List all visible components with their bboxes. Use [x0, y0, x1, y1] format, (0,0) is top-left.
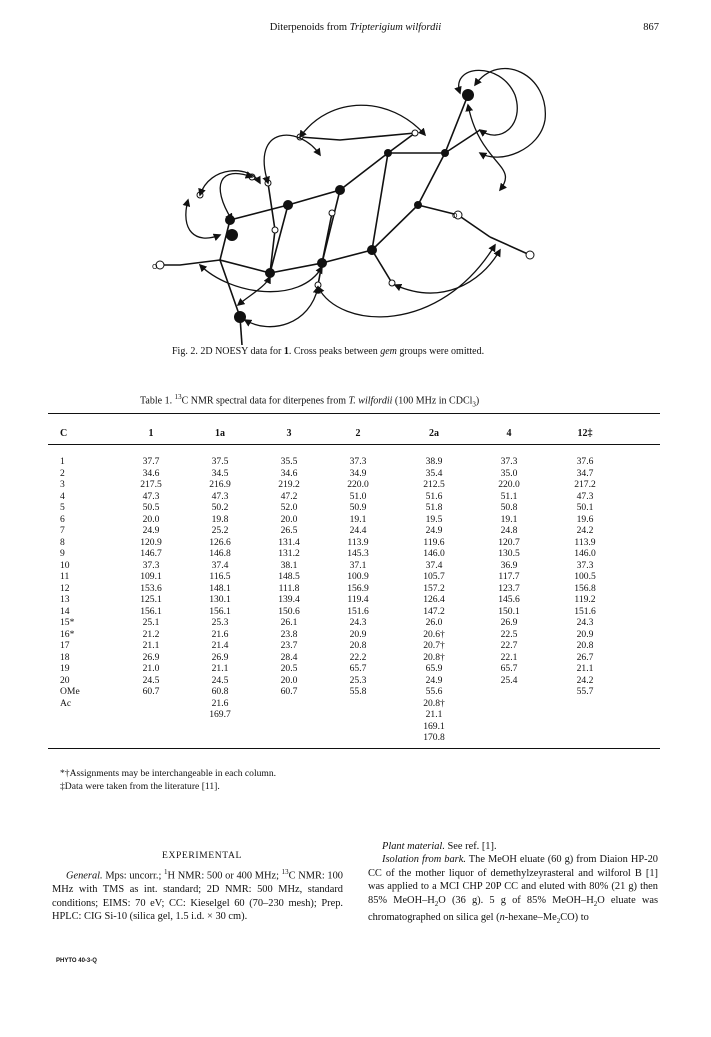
table-footnote: *†Assignments may be interchangeable in each column.	[60, 768, 277, 779]
row-label-cell: 18	[60, 651, 70, 663]
column-header: 3	[286, 428, 292, 439]
value-cell: 22.5	[500, 628, 518, 640]
value-cell: 219.2	[278, 479, 300, 490]
value-cell: 19.5	[425, 513, 443, 525]
value-cell: 21.1	[211, 663, 229, 674]
table-row	[0, 698, 711, 710]
table-row	[0, 514, 711, 526]
value-cell: 148.5	[278, 571, 300, 582]
row-label-cell: 19	[60, 663, 70, 674]
atom-markers	[156, 89, 534, 323]
table-row	[0, 456, 711, 468]
value-cell: 60.7	[142, 686, 160, 697]
paragraph-isolation: Isolation from bark. The MeOH eluate (60 g) from Diaion HP-20 CC of the mother liquor of demethylzeyrasteral and wilforol B [1] was applied to a MCI CHP 20P CC and eluted with 80% (21 g) then 85% MeOH–$H_2O$ (36 g). 5 g of 85% MeOH–$H_2O$ eluate was chromatographed on silica gel $(n-hexane-Me_2CO)$ to	[368, 854, 659, 926]
column-header: C	[60, 428, 68, 439]
value-cell: 148.1	[209, 582, 231, 594]
value-cell: 20.6†	[423, 628, 445, 640]
value-cell: 20.0	[142, 513, 160, 525]
row-label-cell: 10	[60, 559, 70, 571]
value-cell: 47.3	[576, 490, 594, 502]
value-cell: 38.9	[425, 456, 443, 467]
value-cell: 150.1	[498, 605, 520, 617]
row-label-cell: 4	[60, 490, 65, 502]
value-cell: 20.0	[280, 513, 298, 525]
value-cell: 217.5	[140, 479, 162, 490]
value-cell: 25.3	[349, 674, 367, 686]
value-cell: 37.3	[576, 559, 594, 571]
value-cell: 105.7	[423, 571, 445, 582]
value-cell: 21.1	[576, 663, 594, 674]
row-label-cell: 20	[60, 674, 70, 686]
value-cell: 119.2	[574, 594, 596, 605]
paragraph-plant-material: Plant material. See ref. [1].	[382, 841, 497, 852]
table-row	[0, 629, 711, 641]
value-cell: 20.8†	[423, 697, 445, 709]
table-row	[0, 571, 711, 583]
value-cell: 20.0	[280, 674, 298, 686]
svg-text:O: O	[452, 212, 458, 220]
value-cell: 52.0	[280, 502, 298, 513]
table-row	[0, 709, 711, 721]
value-cell: 50.9	[349, 502, 367, 513]
value-cell: 19.1	[349, 513, 367, 525]
table-bottom-rule	[48, 748, 660, 749]
value-cell: 19.8	[211, 513, 229, 525]
value-cell: 19.1	[500, 513, 518, 525]
row-label-cell: 9	[60, 548, 65, 559]
table-top-rule	[48, 413, 660, 414]
value-cell: 24.9	[425, 674, 443, 686]
value-cell: 21.0	[142, 663, 160, 674]
value-cell: 169.1	[423, 720, 445, 732]
value-cell: 156.9	[347, 582, 369, 594]
value-cell: 23.8	[280, 628, 298, 640]
value-cell: 50.1	[576, 502, 594, 513]
table-row	[0, 594, 711, 606]
value-cell: 146.0	[423, 548, 445, 559]
column-header: 2a	[429, 428, 439, 439]
value-cell: 126.4	[423, 594, 445, 605]
value-cell: 34.7	[576, 467, 594, 479]
value-cell: 156.8	[574, 582, 596, 594]
value-cell: 37.5	[211, 456, 229, 467]
value-cell: 123.7	[498, 582, 520, 594]
value-cell: 147.2	[423, 605, 445, 617]
caption-label: Fig. 2.	[172, 346, 198, 357]
table-row	[0, 502, 711, 514]
row-label-cell: 15*	[60, 617, 75, 628]
table-row	[0, 675, 711, 687]
value-cell: 113.9	[347, 536, 369, 548]
value-cell: 36.9	[500, 559, 518, 571]
table-caption: Table 1. $^{13}$C NMR spectral data for diterpenes from T. wilfordii (100 MHz in CDCl$_3$)	[140, 393, 480, 409]
value-cell: 220.0	[347, 479, 369, 490]
table-row	[0, 606, 711, 618]
value-cell: 60.7	[280, 686, 298, 697]
value-cell: 131.2	[278, 548, 300, 559]
row-label-cell: OMe	[60, 686, 80, 697]
value-cell: 34.6	[142, 467, 160, 479]
value-cell: 146.8	[209, 548, 231, 559]
value-cell: 37.3	[142, 559, 160, 571]
table-row	[0, 468, 711, 480]
table-row	[0, 491, 711, 503]
molecule-skeleton	[160, 95, 530, 345]
row-label-cell: 13	[60, 594, 70, 605]
column-header: 1	[148, 428, 154, 439]
value-cell: 20.9	[576, 628, 594, 640]
row-label-cell: 8	[60, 536, 65, 548]
value-cell: 113.9	[574, 536, 596, 548]
value-cell: 24.4	[349, 525, 367, 536]
row-label-cell: 16*	[60, 628, 75, 640]
value-cell: 109.1	[140, 571, 162, 582]
value-cell: 116.5	[209, 571, 231, 582]
value-cell: 120.7	[498, 536, 520, 548]
value-cell: 130.5	[498, 548, 520, 559]
value-cell: 20.7†	[423, 640, 445, 651]
value-cell: 34.5	[211, 467, 229, 479]
table-row	[0, 663, 711, 675]
table-row	[0, 617, 711, 629]
value-cell: 170.8	[423, 732, 445, 743]
noesy-figure	[140, 55, 560, 345]
value-cell: 19.6	[576, 513, 594, 525]
row-label-cell: 17	[60, 640, 70, 651]
value-cell: 26.9	[142, 651, 160, 663]
value-cell: 65.7	[500, 663, 518, 674]
value-cell: 51.0	[349, 490, 367, 502]
value-cell: 24.5	[211, 674, 229, 686]
value-cell: 146.0	[574, 548, 596, 559]
header-title-prefix: Diterpenoids from	[269, 22, 350, 33]
value-cell: 35.5	[280, 456, 298, 467]
value-cell: 100.9	[347, 571, 369, 582]
value-cell: 65.9	[425, 663, 443, 674]
value-cell: 21.1	[425, 709, 443, 720]
value-cell: 169.7	[209, 709, 231, 720]
value-cell: 119.6	[423, 536, 445, 548]
value-cell: 55.8	[349, 686, 367, 697]
value-cell: 24.9	[142, 525, 160, 536]
table-row	[0, 548, 711, 560]
value-cell: 22.2	[349, 651, 367, 663]
value-cell: 51.6	[425, 490, 443, 502]
value-cell: 20.8	[576, 640, 594, 651]
value-cell: 51.1	[500, 490, 518, 502]
running-header	[0, 22, 711, 33]
value-cell: 150.6	[278, 605, 300, 617]
value-cell: 22.1	[500, 651, 518, 663]
value-cell: 25.1	[142, 617, 160, 628]
section-heading: EXPERIMENTAL	[162, 850, 242, 861]
value-cell: 34.9	[349, 467, 367, 479]
value-cell: 26.0	[425, 617, 443, 628]
figure-caption: Fig. 2. 2D NOESY data for 1. Cross peaks between gem groups were omitted.	[172, 346, 485, 357]
value-cell: 20.5	[280, 663, 298, 674]
row-label-cell: 6	[60, 513, 65, 525]
value-cell: 50.2	[211, 502, 229, 513]
value-cell: 25.2	[211, 525, 229, 536]
table-header-rule	[48, 444, 660, 445]
table-row	[0, 583, 711, 595]
value-cell: 37.3	[349, 456, 367, 467]
value-cell: 26.1	[280, 617, 298, 628]
header-title-italic: Tripterigium wilfordii	[349, 22, 442, 33]
value-cell: 216.9	[209, 479, 231, 490]
value-cell: 21.6	[211, 697, 229, 709]
row-label-cell: Ac	[60, 697, 72, 709]
value-cell: 21.6	[211, 628, 229, 640]
value-cell: 153.6	[140, 582, 162, 594]
value-cell: 47.2	[280, 490, 298, 502]
row-label-cell: 14	[60, 605, 70, 617]
column-header: 1a	[215, 428, 225, 439]
value-cell: 100.5	[574, 571, 596, 582]
value-cell: 50.5	[142, 502, 160, 513]
row-label-cell: 5	[60, 502, 65, 513]
value-cell: 50.8	[500, 502, 518, 513]
table-row	[0, 525, 711, 537]
value-cell: 125.1	[140, 594, 162, 605]
value-cell: 24.5	[142, 674, 160, 686]
value-cell: 65.7	[349, 663, 367, 674]
value-cell: 117.7	[498, 571, 520, 582]
value-cell: 21.2	[142, 628, 160, 640]
value-cell: 156.1	[209, 605, 231, 617]
row-label-cell: 3	[60, 479, 65, 490]
value-cell: 37.6	[576, 456, 594, 467]
value-cell: 24.2	[576, 674, 594, 686]
value-cell: 24.9	[425, 525, 443, 536]
value-cell: 51.8	[425, 502, 443, 513]
value-cell: 23.7	[280, 640, 298, 651]
svg-text:O: O	[152, 263, 158, 271]
column-header: 4	[506, 428, 512, 439]
row-label-cell: 12	[60, 582, 70, 594]
table-row	[0, 732, 711, 744]
table-row	[0, 686, 711, 698]
value-cell: 156.1	[140, 605, 162, 617]
value-cell: 26.7	[576, 651, 594, 663]
table-row	[0, 537, 711, 549]
value-cell: 145.3	[347, 548, 369, 559]
value-cell: 26.9	[211, 651, 229, 663]
table-footnote: ‡Data were taken from the literature [11].	[60, 781, 220, 792]
row-label-cell: 11	[60, 571, 70, 582]
value-cell: 24.3	[349, 617, 367, 628]
column-header: 12‡	[577, 428, 593, 439]
value-cell: 120.9	[140, 536, 162, 548]
value-cell: 26.5	[280, 525, 298, 536]
value-cell: 38.1	[280, 559, 298, 571]
value-cell: 24.2	[576, 525, 594, 536]
table-row	[0, 479, 711, 491]
footer-code: PHYTO 40-3-Q	[56, 958, 97, 964]
value-cell: 157.2	[423, 582, 445, 594]
value-cell: 37.7	[142, 456, 160, 467]
row-label-cell: 7	[60, 525, 65, 536]
value-cell: 151.6	[347, 605, 369, 617]
value-cell: 55.7	[576, 686, 594, 697]
value-cell: 146.7	[140, 548, 162, 559]
value-cell: 131.4	[278, 536, 300, 548]
value-cell: 34.6	[280, 467, 298, 479]
value-cell: 24.3	[576, 617, 594, 628]
value-cell: 119.4	[347, 594, 369, 605]
value-cell: 37.4	[211, 559, 229, 571]
noesy-correlation-arrows	[186, 69, 546, 327]
value-cell: 130.1	[209, 594, 231, 605]
value-cell: 25.4	[500, 674, 518, 686]
value-cell: 37.3	[500, 456, 518, 467]
value-cell: 47.3	[211, 490, 229, 502]
value-cell: 220.0	[498, 479, 520, 490]
value-cell: 21.4	[211, 640, 229, 651]
value-cell: 22.7	[500, 640, 518, 651]
value-cell: 20.9	[349, 628, 367, 640]
value-cell: 35.4	[425, 467, 443, 479]
table-row	[0, 640, 711, 652]
value-cell: 55.6	[425, 686, 443, 697]
row-label-cell: 2	[60, 467, 65, 479]
value-cell: 25.3	[211, 617, 229, 628]
value-cell: 139.4	[278, 594, 300, 605]
value-cell: 217.2	[574, 479, 596, 490]
value-cell: 126.6	[209, 536, 231, 548]
value-cell: 145.6	[498, 594, 520, 605]
value-cell: 151.6	[574, 605, 596, 617]
value-cell: 47.3	[142, 490, 160, 502]
table-body	[0, 456, 711, 744]
value-cell: 21.1	[142, 640, 160, 651]
table-row	[0, 721, 711, 733]
value-cell: 26.9	[500, 617, 518, 628]
row-label-cell: 1	[60, 456, 65, 467]
value-cell: 28.4	[280, 651, 298, 663]
table-row	[0, 652, 711, 664]
value-cell: 212.5	[423, 479, 445, 490]
column-header: 2	[355, 428, 361, 439]
paragraph-general: General. Mps: uncorr.; $^1$H NMR: 500 or 400 MHz; $^{13}$C NMR: 100 MHz with TMS as int. standard; 2D NMR: 500 MHz, standard conditions; EIMS: 70 eV; CC: Kieselgel 60 (70–230 mesh); Prep. HPLC: CIG Si-10 (silica gel, 1.5 i.d. × 30 cm).	[52, 868, 344, 923]
value-cell: 35.0	[500, 467, 518, 479]
value-cell: 37.1	[349, 559, 367, 571]
page-number: 867	[643, 22, 659, 33]
value-cell: 24.8	[500, 525, 518, 536]
value-cell: 60.8	[211, 686, 229, 697]
value-cell: 20.8†	[423, 651, 445, 663]
value-cell: 111.8	[278, 582, 300, 594]
table-row	[0, 560, 711, 572]
value-cell: 20.8	[349, 640, 367, 651]
value-cell: 37.4	[425, 559, 443, 571]
